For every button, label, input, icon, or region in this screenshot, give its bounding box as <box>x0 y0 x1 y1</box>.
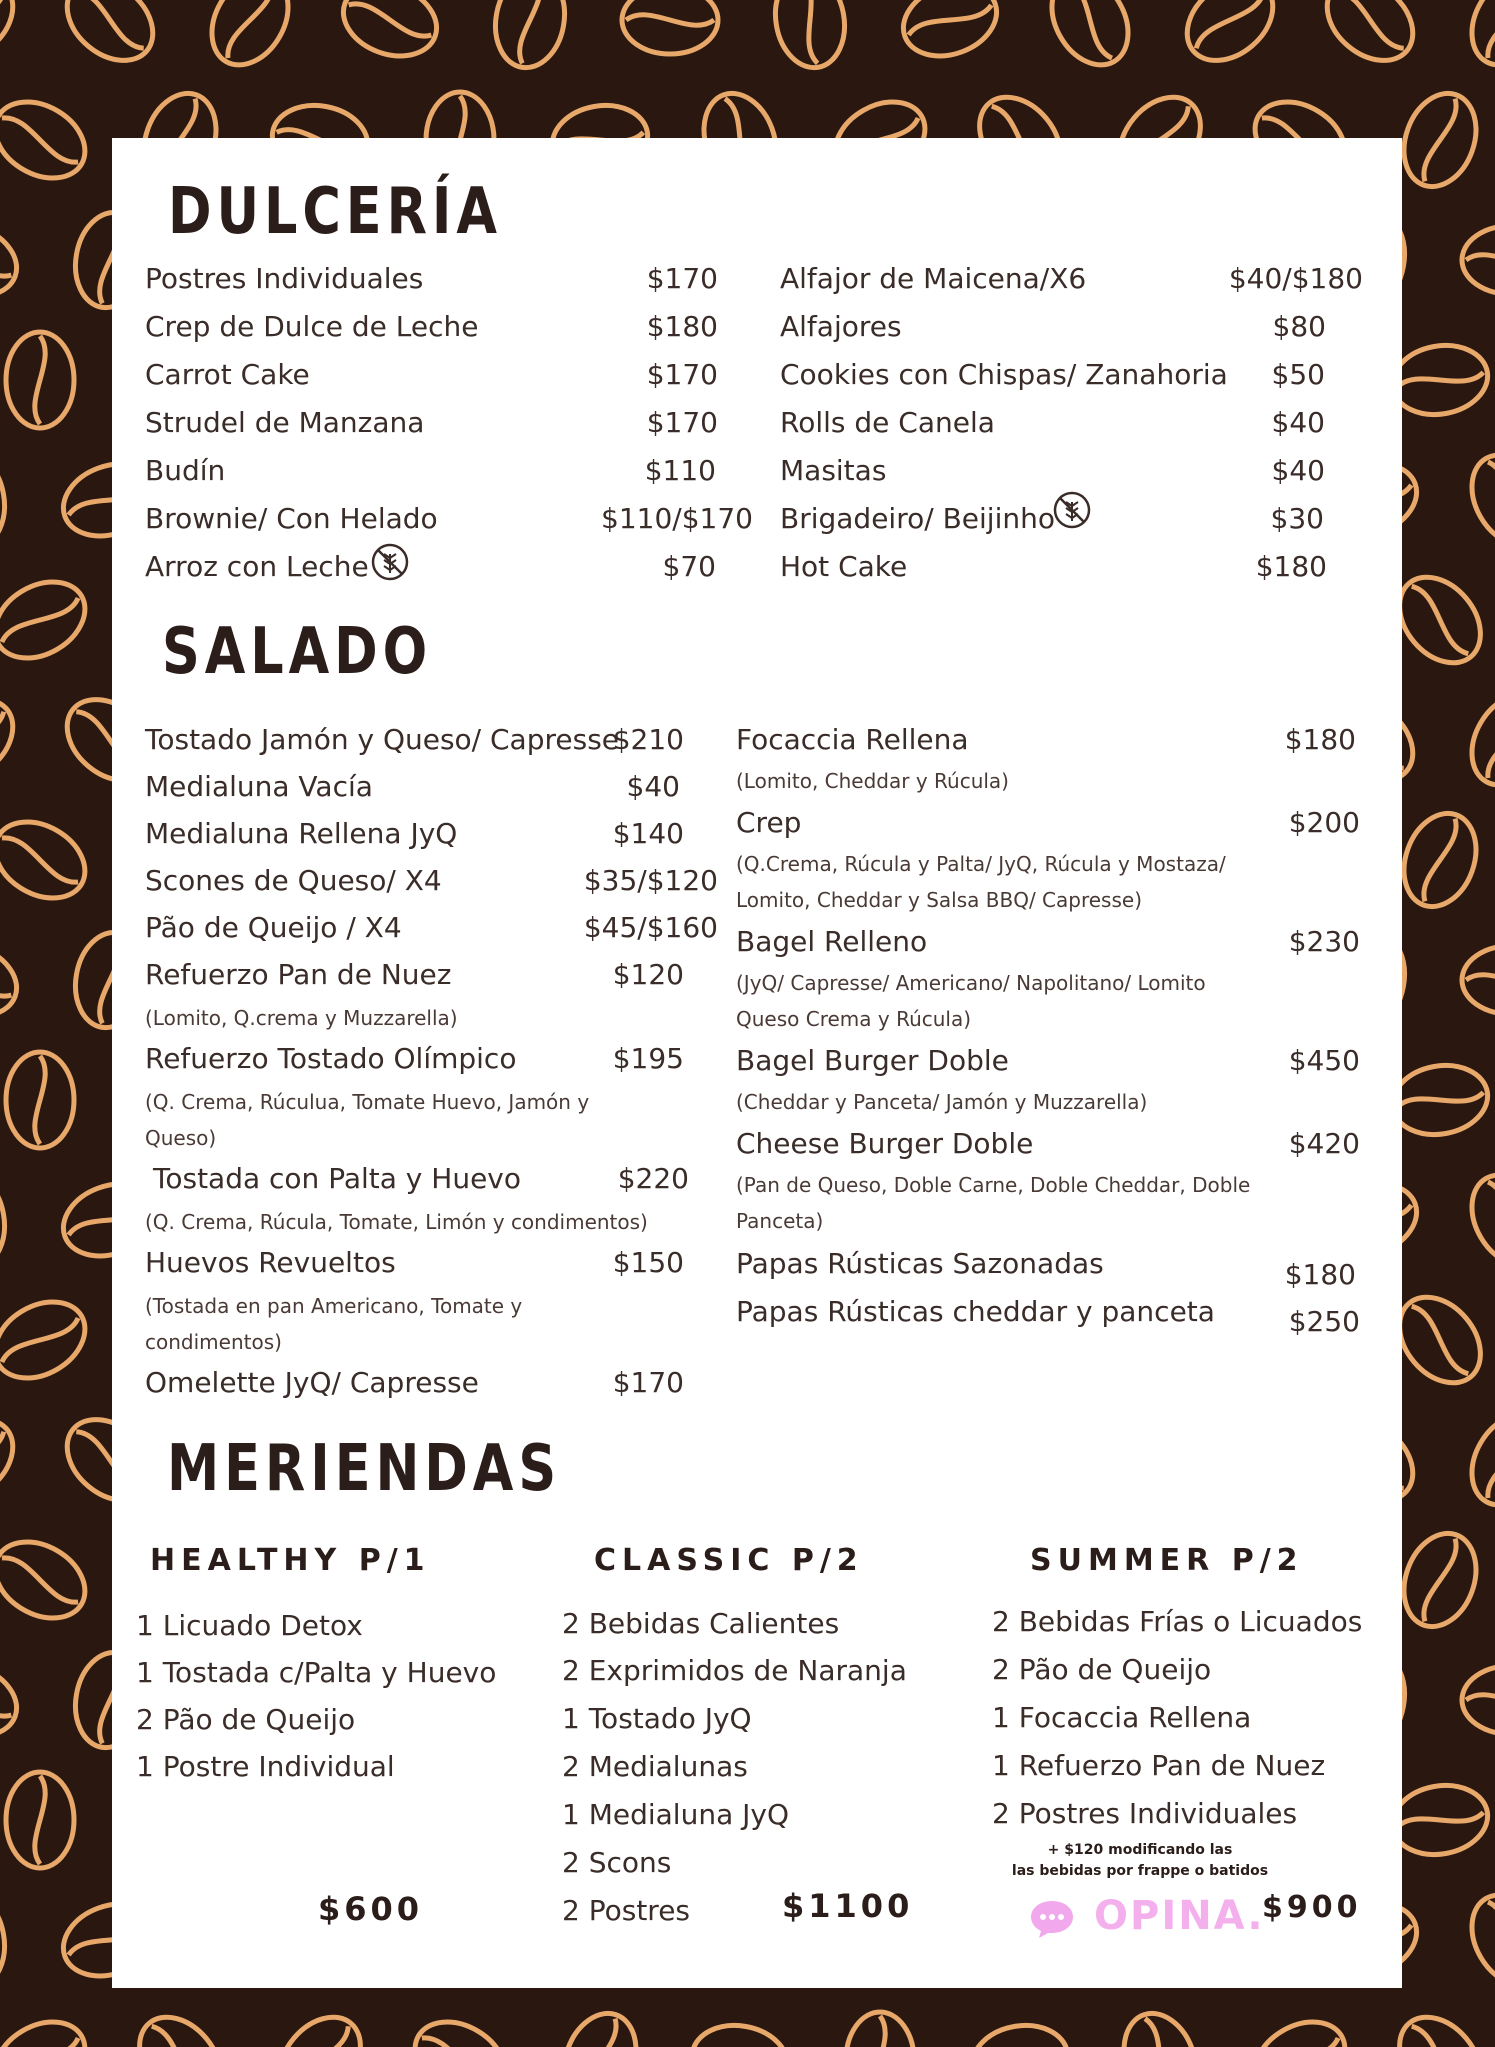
menu-item-name: Postres Individuales <box>145 262 424 295</box>
coffee-bean-icon <box>0 567 99 674</box>
menu-item-price: $30 <box>1270 502 1324 535</box>
coffee-bean-icon <box>0 1403 29 1517</box>
menu-item-price: $35/$120 <box>583 864 718 897</box>
combo-title-classic: CLASSIC P/2 <box>594 1543 864 1578</box>
coffee-bean-icon <box>6 1052 74 1148</box>
menu-item-price: $180 <box>1284 723 1356 756</box>
gluten-free-icon <box>1052 490 1092 530</box>
coffee-bean-icon <box>333 0 446 68</box>
menu-item-name: Budín <box>145 454 226 487</box>
coffee-bean-icon <box>1462 1666 1495 1734</box>
menu-item-price: $120 <box>612 958 684 991</box>
coffee-bean-icon <box>401 2007 518 2047</box>
combo-item: 2 Bebidas Frías o Licuados <box>992 1605 1363 1638</box>
combo-item: 1 Licuado Detox <box>136 1609 363 1642</box>
coffee-bean-icon <box>51 0 168 77</box>
combo-item: 1 Tostado JyQ <box>562 1702 752 1735</box>
coffee-bean-icon <box>0 807 99 914</box>
coffee-bean-icon <box>1457 1161 1495 1278</box>
coffee-bean-icon <box>552 2003 649 2047</box>
coffee-bean-icon <box>0 1287 99 1394</box>
menu-item-name: Crep de Dulce de Leche <box>145 310 479 343</box>
menu-item-description: (Q.Crema, Rúcula y Palta/ JyQ, Rúcula y Mostaza/ <box>736 852 1226 876</box>
menu-item-name: Strudel de Manzana <box>145 406 425 439</box>
menu-item-name: Omelette JyQ/ Capresse <box>145 1366 479 1399</box>
menu-item-description: Queso Crema y Rúcula) <box>736 1007 972 1031</box>
section-title-meriendas: MERIENDAS <box>167 1432 562 1506</box>
coffee-bean-icon <box>1387 1778 1493 1862</box>
coffee-bean-icon <box>1241 2007 1358 2047</box>
coffee-bean-icon <box>123 2001 237 2047</box>
chat-bubble-icon <box>1028 1898 1076 1940</box>
coffee-bean-icon <box>0 87 99 194</box>
coffee-bean-icon <box>1392 83 1489 196</box>
coffee-bean-icon <box>622 0 718 54</box>
combo-item: 2 Scons <box>562 1846 672 1879</box>
menu-item-name: Papas Rústicas Sazonadas <box>736 1247 1104 1280</box>
coffee-bean-icon <box>0 1652 27 1749</box>
combo-item: 2 Exprimidos de Naranja <box>562 1654 907 1687</box>
menu-item-name: Scones de Queso/ X4 <box>145 864 442 897</box>
menu-item-name: Cheese Burger Doble <box>736 1127 1034 1160</box>
menu-item-name: Bagel Burger Doble <box>736 1044 1009 1077</box>
menu-item-price: $40/$180 <box>1228 262 1363 295</box>
menu-item-description: (Lomito, Cheddar y Rúcula) <box>736 769 1009 793</box>
menu-item-name: Medialuna Vacía <box>145 770 373 803</box>
menu-item-price: $150 <box>612 1246 684 1279</box>
menu-item-name: Brownie/ Con Helado <box>145 502 438 535</box>
combo-item: 2 Pão de Queijo <box>136 1703 356 1736</box>
gluten-free-icon <box>370 542 410 582</box>
menu-item-price: $220 <box>617 1162 689 1195</box>
menu-item-price: $170 <box>646 406 718 439</box>
combo-note: + $120 modificando las <box>1047 1842 1233 1858</box>
menu-item-price: $450 <box>1288 1044 1360 1077</box>
combo-item: 2 Bebidas Calientes <box>562 1607 840 1640</box>
combo-item: 1 Medialuna JyQ <box>562 1798 790 1831</box>
menu-item-description: (Q. Crema, Rúculua, Tomate Huevo, Jamón y <box>145 1090 590 1114</box>
coffee-bean-icon <box>0 1887 12 1993</box>
menu-item-price: $45/$160 <box>583 911 718 944</box>
coffee-bean-icon <box>687 2018 793 2047</box>
menu-item-price: $170 <box>646 358 718 391</box>
coffee-bean-icon <box>0 2007 99 2047</box>
coffee-bean-icon <box>967 2018 1073 2047</box>
menu-item-name: Tostada con Palta y Huevo <box>153 1162 522 1195</box>
menu-item-name: Alfajores <box>780 310 902 343</box>
menu-item-description: (Q. Crema, Rúcula, Tomate, Limón y condimentos) <box>145 1210 648 1234</box>
combo-item: 1 Tostada c/Palta y Huevo <box>136 1656 497 1689</box>
coffee-bean-icon <box>1311 0 1428 77</box>
menu-item-price: $80 <box>1272 310 1326 343</box>
coffee-bean-icon <box>0 932 27 1029</box>
section-title-salado: SALADO <box>162 615 433 689</box>
coffee-bean-icon <box>846 2012 914 2047</box>
menu-item-price: $180 <box>1255 550 1327 583</box>
coffee-bean-icon <box>0 1527 99 1634</box>
coffee-bean-icon <box>1171 0 1288 77</box>
watermark-opina: OPINA. <box>1094 1893 1265 1939</box>
menu-item-name: Arroz con Leche <box>145 550 369 583</box>
menu-item-name: Cookies con Chispas/ Zanahoria <box>780 358 1228 391</box>
menu-item-description: (Lomito, Q.crema y Muzzarella) <box>145 1006 458 1030</box>
coffee-bean-icon <box>1462 226 1495 294</box>
combo-price-summer: $900 <box>1262 1890 1362 1925</box>
menu-item-name: Alfajor de Maicena/X6 <box>780 262 1087 295</box>
combo-item: 2 Postres Individuales <box>992 1797 1298 1830</box>
menu-item-description: Panceta) <box>736 1209 824 1233</box>
coffee-bean-icon <box>488 0 572 73</box>
coffee-bean-icon <box>263 2001 377 2047</box>
menu-item-price: $170 <box>646 262 718 295</box>
coffee-bean-icon <box>1387 338 1493 422</box>
coffee-bean-icon <box>0 1167 12 1273</box>
combo-note: las bebidas por frappe o batidos <box>1011 1863 1269 1879</box>
combo-price-healthy: $600 <box>318 1890 424 1928</box>
coffee-bean-icon <box>197 0 304 79</box>
coffee-bean-icon <box>0 447 12 553</box>
menu-item-description: (Pan de Queso, Doble Carne, Doble Cheddar, Doble <box>736 1173 1251 1197</box>
menu-item-price: $70 <box>662 550 716 583</box>
menu-item-price: $170 <box>612 1366 684 1399</box>
menu-item-price: $40 <box>1271 454 1325 487</box>
menu-item-price: $180 <box>646 310 718 343</box>
coffee-bean-icon <box>1392 803 1489 916</box>
combo-item: 2 Postres <box>562 1894 691 1927</box>
menu-item-name: Brigadeiro/ Beijinho <box>780 502 1055 535</box>
coffee-bean-icon <box>1387 1058 1493 1142</box>
menu-item-price: $110/$170 <box>601 502 753 535</box>
combo-title-summer: SUMMER P/2 <box>1030 1543 1304 1578</box>
menu-item-name: Bagel Relleno <box>736 925 928 958</box>
menu-item-price: $420 <box>1288 1127 1360 1160</box>
coffee-bean-icon <box>0 212 27 309</box>
menu-item-price: $230 <box>1288 925 1360 958</box>
coffee-bean-icon <box>1457 0 1495 79</box>
menu-item-price: $250 <box>1288 1305 1360 1338</box>
coffee-bean-icon <box>0 683 29 797</box>
coffee-bean-icon <box>768 0 852 73</box>
menu-item-name: Pão de Queijo / X4 <box>145 911 402 944</box>
menu-item-name: Carrot Cake <box>145 358 310 391</box>
menu-item-name: Tostado Jamón y Queso/ Capresse <box>145 723 620 756</box>
combo-title-healthy: HEALTHY P/1 <box>150 1543 431 1578</box>
menu-item-price: $180 <box>1284 1258 1356 1291</box>
menu-item-price: $40 <box>626 770 680 803</box>
coffee-bean-icon <box>1457 681 1495 798</box>
coffee-bean-icon <box>893 0 1006 68</box>
combo-item: 2 Medialunas <box>562 1750 748 1783</box>
coffee-bean-icon <box>1457 441 1495 558</box>
menu-item-description: (JyQ/ Capresse/ Americano/ Napolitano/ Lomito <box>736 971 1206 995</box>
combo-item: 2 Pão de Queijo <box>992 1653 1212 1686</box>
menu-item-price: $50 <box>1271 358 1325 391</box>
coffee-bean-icon <box>1462 946 1495 1014</box>
menu-item-price: $200 <box>1288 806 1360 839</box>
combo-item: 1 Refuerzo Pan de Nuez <box>992 1749 1326 1782</box>
coffee-bean-icon <box>1392 1523 1489 1636</box>
menu-item-name: Crep <box>736 806 802 839</box>
coffee-bean-icon <box>6 332 74 428</box>
menu-item-price: $195 <box>612 1042 684 1075</box>
section-title-dulceria: DULCERÍA <box>168 175 502 249</box>
menu-item-price: $110 <box>644 454 716 487</box>
coffee-bean-icon <box>1383 2001 1495 2047</box>
menu-item-description: Lomito, Cheddar y Salsa BBQ/ Capresse) <box>736 888 1142 912</box>
menu-item-description: Queso) <box>145 1126 217 1150</box>
menu-item-name: Medialuna Rellena JyQ <box>145 817 458 850</box>
menu-item-name: Focaccia Rellena <box>736 723 969 756</box>
menu-item-description: condimentos) <box>145 1330 282 1354</box>
coffee-bean-icon <box>1457 1881 1495 1998</box>
combo-item: 1 Focaccia Rellena <box>992 1701 1252 1734</box>
menu-item-price: $210 <box>612 723 684 756</box>
menu-item-name: Hot Cake <box>780 550 908 583</box>
menu-item-name: Masitas <box>780 454 887 487</box>
combo-item: 1 Postre Individual <box>136 1750 395 1783</box>
menu-item-name: Huevos Revueltos <box>145 1246 396 1279</box>
combo-price-classic: $1100 <box>782 1887 914 1925</box>
menu-item-name: Refuerzo Tostado Olímpico <box>145 1042 517 1075</box>
coffee-bean-icon <box>1112 2003 1209 2047</box>
menu-item-name: Papas Rústicas cheddar y panceta <box>736 1295 1215 1328</box>
menu-item-price: $40 <box>1271 406 1325 439</box>
menu-item-name: Rolls de Canela <box>780 406 995 439</box>
menu-item-description: (Cheddar y Panceta/ Jamón y Muzzarella) <box>736 1090 1148 1114</box>
coffee-bean-icon <box>0 0 29 77</box>
menu-item-name: Refuerzo Pan de Nuez <box>145 958 452 991</box>
menu-item-price: $140 <box>612 817 684 850</box>
coffee-bean-icon <box>1037 0 1144 79</box>
coffee-bean-icon <box>1457 1401 1495 1518</box>
menu-item-description: (Tostada en pan Americano, Tomate y <box>145 1294 523 1318</box>
coffee-bean-icon <box>6 1772 74 1868</box>
